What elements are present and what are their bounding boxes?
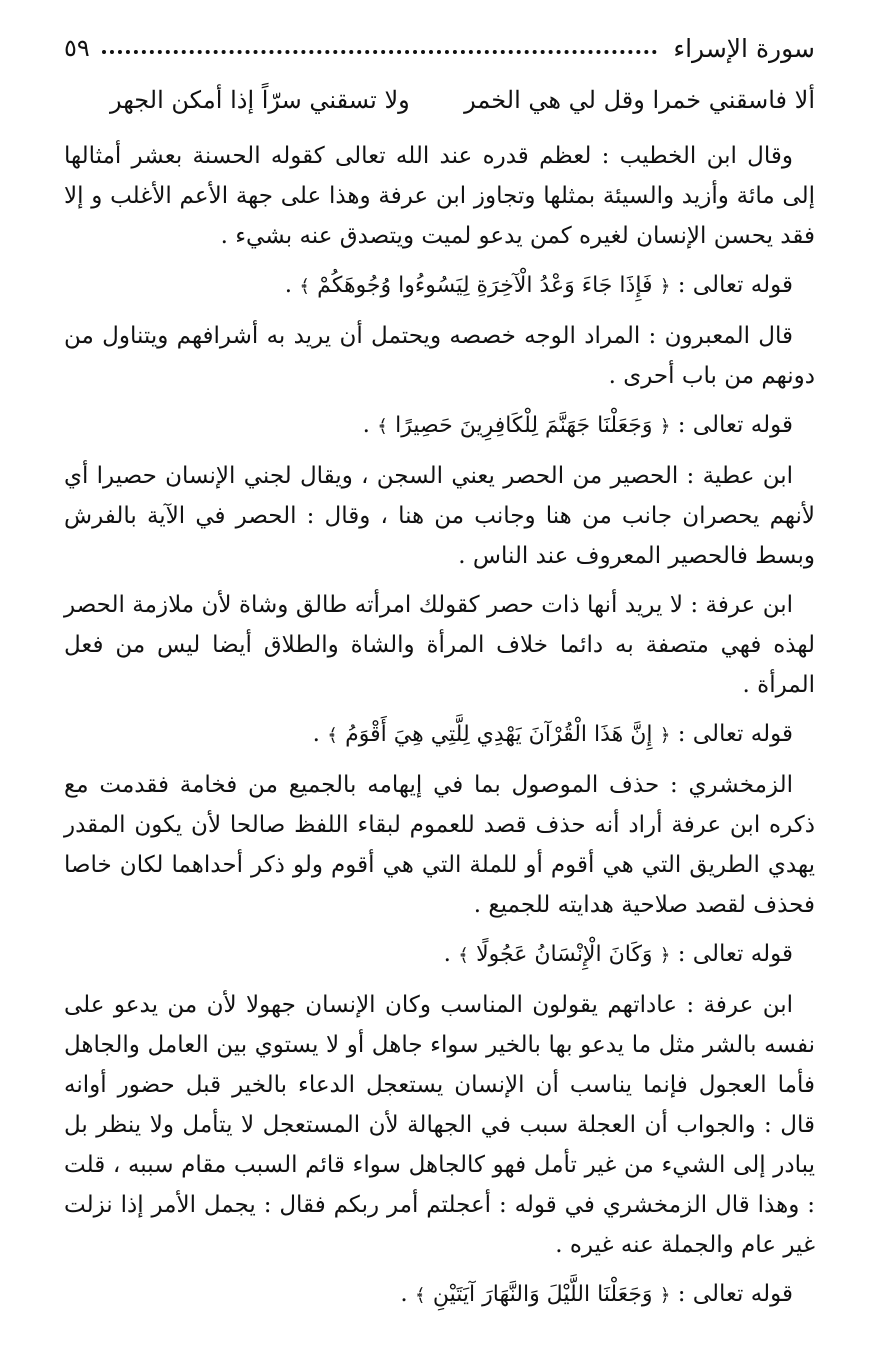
ornate-bracket-close: ﴾ bbox=[299, 276, 310, 297]
ornate-bracket-close: ﴾ bbox=[415, 1285, 426, 1306]
ornate-bracket-close: ﴾ bbox=[327, 725, 338, 746]
verse-intro: قوله تعالى : bbox=[677, 1281, 793, 1307]
verse-end-mark: . bbox=[443, 941, 451, 967]
quran-text: وَجَعَلْنَا اللَّيْلَ وَالنَّهَارَ آيَتَيْنِ bbox=[432, 1282, 653, 1307]
quran-text: وَكَانَ الْإِنْسَانُ عَجُولًا bbox=[476, 942, 653, 967]
poetry-hemistich-right: ألا فاسقني خمرا وقل لي هي الخمر bbox=[464, 86, 815, 114]
poetry-verse bbox=[110, 86, 815, 114]
surah-title: سورة الإسراء bbox=[673, 33, 815, 63]
verse-intro: قوله تعالى : bbox=[677, 721, 793, 747]
quran-verse-line bbox=[64, 714, 815, 756]
quran-text: فَإِذَا جَاءَ وَعْدُ الْآخِرَةِ لِيَسُوءُوا وُجُوهَكُمْ bbox=[317, 273, 653, 298]
page-header bbox=[64, 30, 815, 66]
quran-text: إِنَّ هَذَا الْقُرْآنَ يَهْدِي لِلَّتِي هِيَ أَقْوَمُ bbox=[345, 722, 653, 747]
ornate-bracket-close: ﴾ bbox=[377, 416, 388, 437]
verse-end-mark: . bbox=[400, 1281, 408, 1307]
verse-end-mark: . bbox=[284, 272, 292, 298]
header-dotted-rule bbox=[102, 50, 658, 54]
commentary-paragraph: ابن عرفة : عاداتهم يقولون المناسب وكان الإنسان جهولا لأن من يدعو على نفسه بالشر مثل ما يدعو بها بالخير سواء جاهل أو لا يستوي بين العامل والجاهل فأما العجول فإنما يناسب أن الإنسان يستعجل الدعاء بالخير قبل حضور أوانه قال : والجواب أن العجلة سبب في الجهالة لأن المستعجل لا يتأمل ولا ينظر بل يبادر إلى الشيء من غير تأمل فهو كالجاهل سواء قائم السبب مقام سببه ، قلت : وهذا قال الزمخشري في قوله : أعجلتم أمر ربكم فقال : يجمل الأمر إذا نزلت غير عام والجملة عنه غيره . bbox=[64, 992, 815, 1258]
commentary-paragraph: وقال ابن الخطيب : لعظم قدره عند الله تعالى كقوله الحسنة بعشر أمثالها إلى مائة وأزيد والسيئة بمثلها وتجاوز ابن عرفة وهذا على جهة الأعم الأغلب و إلا فقد يحسن الإنسان لغيره كمن يدعو لميت ويتصدق عنه بشيء . bbox=[64, 143, 815, 249]
quran-verse-line bbox=[64, 1274, 815, 1316]
ornate-bracket-open: ﴿ bbox=[659, 725, 671, 746]
ornate-bracket-open: ﴿ bbox=[659, 1285, 671, 1306]
verse-intro: قوله تعالى : bbox=[677, 941, 793, 967]
commentary-paragraph: قال المعبرون : المراد الوجه خصصه ويحتمل أن يريد به أشرافهم ويتناول من دونهم من باب أحرى . bbox=[64, 323, 815, 389]
commentary-paragraph: ابن عرفة : لا يريد أنها ذات حصر كقولك امرأته طالق وشاة لأن ملازمة الحصر لهذه فهي متصفة به دائما خلاف المرأة والشاة والطلاق أيضا ليس من فعل المرأة . bbox=[64, 592, 815, 698]
commentary-paragraph: الزمخشري : حذف الموصول بما في إيهامه بالجميع من فخامة فقدمت مع ذكره ابن عرفة أراد أنه حذف قصد للعموم لبقاء اللفظ صالحا لأن يكون المقدر يهدي الطريق التي هي أقوم أو للملة التي هي أقوم ولو ذكر أحداهما لكان خاصا فحذف لقصد صلاحية هدايته للجميع . bbox=[64, 772, 815, 918]
quran-verse-line bbox=[64, 405, 815, 447]
verse-intro: قوله تعالى : bbox=[677, 272, 793, 298]
ornate-bracket-close: ﴾ bbox=[458, 945, 469, 966]
poetry-hemistich-left: ولا تسقني سرّاً إذا أمكن الجهر bbox=[110, 86, 410, 114]
ornate-bracket-open: ﴿ bbox=[659, 945, 671, 966]
page-number: ٥٩ bbox=[64, 34, 90, 62]
commentary-body bbox=[64, 136, 815, 1325]
quran-text: وَجَعَلْنَا جَهَنَّمَ لِلْكَافِرِينَ حَصِيرًا bbox=[395, 413, 653, 438]
ornate-bracket-open: ﴿ bbox=[659, 276, 671, 297]
verse-end-mark: . bbox=[362, 412, 370, 438]
quran-verse-line bbox=[64, 934, 815, 976]
commentary-paragraph: ابن عطية : الحصير من الحصر يعني السجن ، ويقال لجني الإنسان حصيرا أي لأنهم يحصران جانب من هنا وجانب من هنا ، وقال : الحصر في الآية بالفرش وبسط فالحصير المعروف عند الناس . bbox=[64, 463, 815, 569]
ornate-bracket-open: ﴿ bbox=[659, 416, 671, 437]
verse-intro: قوله تعالى : bbox=[677, 412, 793, 438]
quran-verse-line bbox=[64, 265, 815, 307]
verse-end-mark: . bbox=[312, 721, 320, 747]
